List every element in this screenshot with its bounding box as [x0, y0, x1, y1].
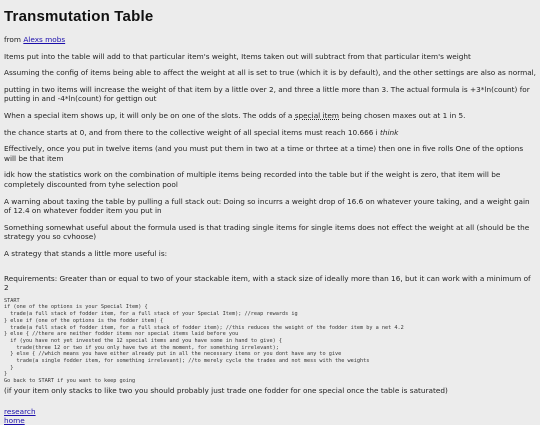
paragraph-requirements: Requirements: Greater than or equal to two of your stackable item, with a stack size of ideally more than 16, but it can work with a minimum of 2 — [4, 273, 531, 293]
paragraph-formula: putting in two items will increase the weight of that item by a little over 2, and three a little more than 3. The actual formula is +3*ln(count) for putting in and -4*ln(count) for gettign out — [4, 84, 530, 104]
chance-emphasis: think — [380, 127, 399, 137]
paragraph-special-item — [4, 111, 536, 121]
strategy-code-block: START if (one of the options is your Special Item) { trade(a full stack of fodder item, for a full stack of your Special Item); //reap rewards ig } else if (one of the options is the fodder item) { trade(a full stack of fodder item, for a full stack of fodder item); //this reduces the weight of the fodder item by a net 4.2 } else { //there are neither fodder items nor special items laid before you if (you have not yet invested the 12 special items and you have some in hand to give) { trade(three 12 or two if you only have two at the moment, for something irrelevant); } else { //which means you have either already put in all the necessary items or you dont have any to give trade(a single fodder item, for something irrelevant); //to merely cycle the trades and not mess with the weights } } Go back to START if you want to keep going — [4, 297, 404, 385]
source-prefix: from — [4, 35, 24, 44]
chance-text: the chance starts at 0, and from there to the collective weight of all special items must reach 10.666 i — [4, 127, 381, 137]
special-item-text-b: being chosen maxes out at 1 in 5. — [339, 110, 466, 120]
paragraph-stack-note: (if your item only stacks to like two you should probably just trade one fodder for one special once the table is saturated) — [4, 385, 448, 395]
paragraph-warning: A warning about taxing the table by pulling a full stack out: Doing so incurrs a weight drop of 16.6 on whatever youre taking, and a weight gain of 12.4 on whatever fodder item you put in — [4, 196, 530, 216]
paragraph-weight-intro: Items put into the table will add to that particular item's weight, Items taken out will subtract from that particular item's weight — [4, 51, 471, 61]
home-link[interactable]: home — [4, 416, 25, 425]
footer-links — [4, 407, 536, 425]
paragraph-config-assumption: Assuming the config of items being able to affect the weight at all is set to true (which it is by default), and the other settings are also as normal, — [4, 68, 537, 78]
paragraph-single-trade: Something somewhat useful about the formula used is that trading single items for single items does not effect the weight at all (should be the strategy you so cvhoose) — [4, 222, 530, 242]
page-title: Transmutation Table — [4, 8, 154, 25]
paragraph-strategy: A strategy that stands a little more useful is: — [4, 248, 168, 258]
paragraph-statistics: idk how the statistics work on the combination of multiple items being recorded into the table but if the weight is zero, that item will be completely discounted from tyhe selection pool — [4, 170, 501, 189]
source-link[interactable]: Alexs mobs — [23, 35, 66, 44]
research-link[interactable]: research — [4, 407, 36, 417]
source-line — [4, 35, 536, 45]
paragraph-chance — [4, 128, 536, 138]
special-item-link[interactable]: special item — [294, 110, 340, 120]
special-item-text-a: When a special item shows up, it will only be on one of the slots. The odds of a — [4, 110, 295, 120]
spacer — [4, 266, 536, 274]
paragraph-twelve-items: Effectively, once you put in twelve items (and you must put them in two at a time or thrtee at a time) then one in five rolls One of the options will be that item — [4, 144, 524, 163]
